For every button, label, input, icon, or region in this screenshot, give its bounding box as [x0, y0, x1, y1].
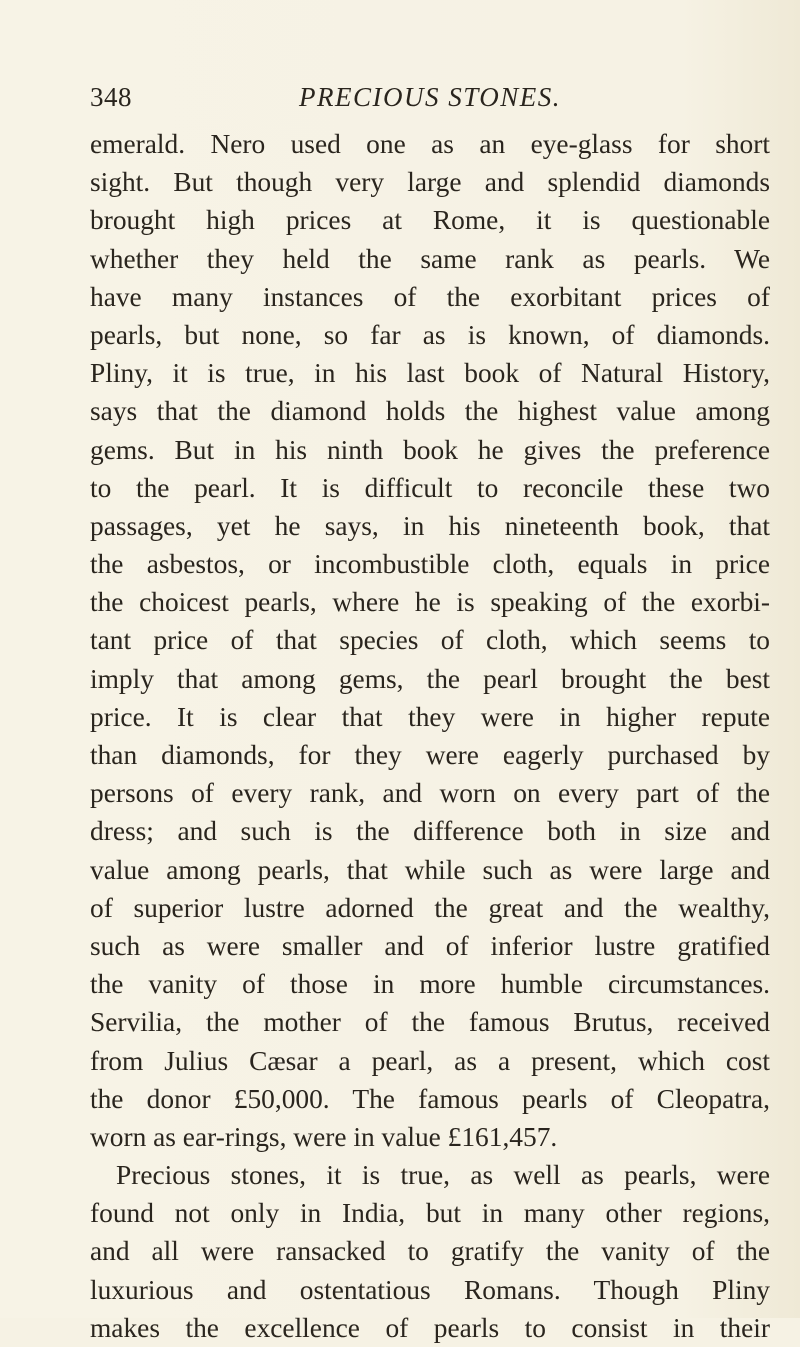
- text-line: and all were ransacked to gratify the vanity of the: [90, 1236, 770, 1267]
- text-line: tant price of that species of cloth, which seems to: [90, 625, 770, 656]
- text-line: imply that among gems, the pearl brought the best: [90, 663, 770, 694]
- text-line: whether they held the same rank as pearls. We: [90, 243, 770, 274]
- text-line: emerald. Nero used one as an eye-glass for short: [90, 129, 770, 159]
- text-line: of superior lustre adorned the great and the wealthy,: [90, 892, 770, 923]
- text-line: from Julius Cæsar a pearl, as a present, which cost: [90, 1045, 770, 1076]
- text-line: than diamonds, for they were eagerly purchased by: [90, 740, 770, 770]
- text-line: sight. But though very large and splendid diamonds: [90, 167, 770, 198]
- text-line: passages, yet he says, in his nineteenth book, that: [90, 510, 770, 541]
- text-line: makes the excellence of pearls to consist in their: [90, 1312, 770, 1343]
- text-line: found not only in India, but in many other regions,: [90, 1198, 770, 1229]
- text-line: dress; and such is the difference both in size and: [90, 816, 770, 847]
- text-line: price. It is clear that they were in higher repute: [90, 701, 770, 732]
- text-line: such as were smaller and of inferior lustre gratified: [90, 930, 770, 961]
- text-line: luxurious and ostentatious Romans. Though Pliny: [90, 1274, 770, 1305]
- text-line: have many instances of the exorbitant prices of: [90, 281, 770, 312]
- text-line: the donor £50,000. The famous pearls of Cleopatra,: [90, 1083, 770, 1114]
- page-header: [90, 82, 770, 122]
- page-number: 348: [90, 82, 132, 112]
- text-line: value among pearls, that while such as were large and: [90, 854, 770, 885]
- text-line: gems. But in his ninth book he gives the preference: [90, 434, 770, 465]
- text-line: the vanity of those in more humble circumstances.: [90, 969, 770, 1000]
- text-line: brought high prices at Rome, it is questionable: [90, 205, 770, 236]
- text-line: to the pearl. It is difficult to reconcile these two: [90, 472, 770, 503]
- body-text: [90, 125, 770, 1347]
- text-line: the choicest pearls, where he is speaking of the exorbi-: [90, 587, 770, 618]
- text-line: the asbestos, or incombustible cloth, equals in price: [90, 549, 770, 580]
- text-line: pearls, but none, so far as is known, of diamonds.: [90, 319, 770, 350]
- text-line: Pliny, it is true, in his last book of Natural History,: [90, 358, 770, 389]
- text-line-paragraph-start: Precious stones, it is true, as well as pearls, were: [116, 1160, 770, 1191]
- text-line: Servilia, the mother of the famous Brutus, received: [90, 1007, 770, 1038]
- running-title: PRECIOUS STONES.: [298, 82, 561, 112]
- text-line: persons of every rank, and worn on every part of the: [90, 778, 770, 809]
- text-line: says that the diamond holds the highest value among: [90, 396, 770, 427]
- text-line-paragraph-end: worn as ear-rings, were in value £161,457.: [90, 1121, 558, 1152]
